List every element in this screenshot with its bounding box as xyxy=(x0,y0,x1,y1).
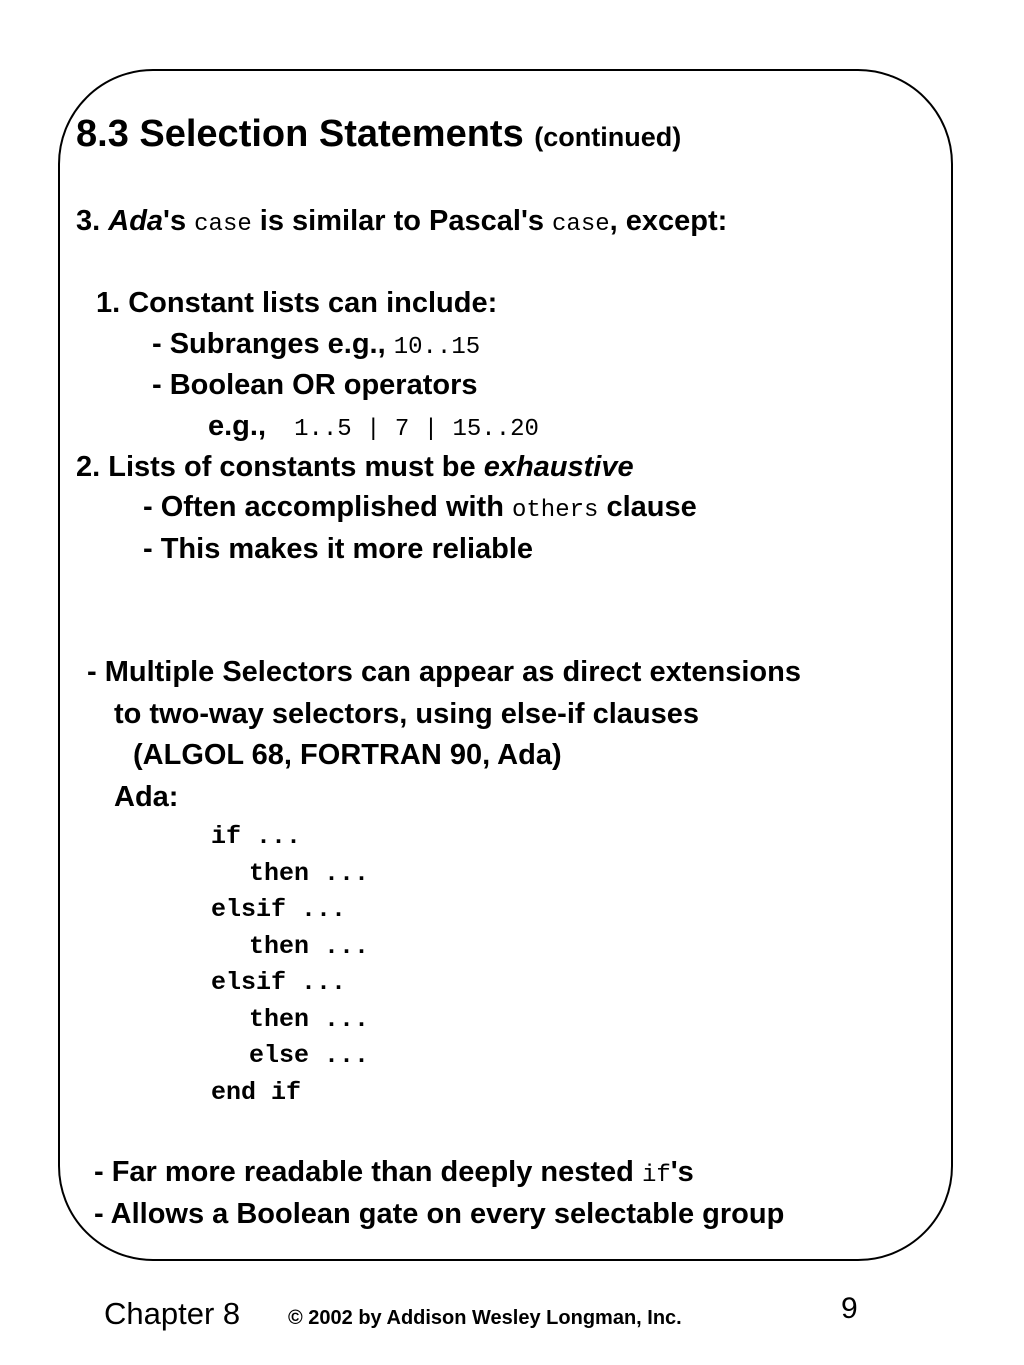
multi-line-3: (ALGOL 68, FORTRAN 90, Ada) xyxy=(133,739,562,771)
item-1: 1. Constant lists can include: xyxy=(96,287,498,319)
code-line: then ... xyxy=(249,932,370,961)
footer-chapter: Chapter 8 xyxy=(104,1296,241,1331)
multi-line-1: - Multiple Selectors can appear as direct extensions xyxy=(87,656,801,688)
code-line: elsif ... xyxy=(211,968,347,997)
title-text: 8.3 Selection Statements xyxy=(76,113,524,155)
subranges-line: - Subranges e.g., 10..15 xyxy=(152,328,481,361)
code-line: then ... xyxy=(249,1005,370,1034)
boolean-or-line: - Boolean OR operators xyxy=(152,369,478,401)
page-number: 9 xyxy=(841,1292,858,1325)
footer-copyright: © 2002 by Addison Wesley Longman, Inc. xyxy=(288,1307,682,1329)
item-3: 3. Ada's case is similar to Pascal's case, except: xyxy=(76,205,728,238)
code-line: end if xyxy=(211,1078,302,1107)
others-line: - Often accomplished with others clause xyxy=(143,491,697,524)
title-suffix: (continued) xyxy=(534,122,682,152)
ada-label: Ada: xyxy=(114,781,179,813)
code-line: else ... xyxy=(249,1041,370,1070)
slide-title xyxy=(76,112,681,159)
item-2: 2. Lists of constants must be exhaustive xyxy=(76,451,634,483)
code-line: elsif ... xyxy=(211,895,347,924)
code-line: then ... xyxy=(249,859,370,888)
multi-line-2: to two-way selectors, using else-if clauses xyxy=(114,698,700,730)
readable-line: - Far more readable than deeply nested if's xyxy=(94,1156,694,1189)
code-line: if ... xyxy=(211,822,302,851)
reliable-line: - This makes it more reliable xyxy=(143,533,534,565)
eg-line: e.g., 1..5 | 7 | 15..20 xyxy=(208,410,539,443)
gate-line: - Allows a Boolean gate on every selectable group xyxy=(94,1198,785,1230)
